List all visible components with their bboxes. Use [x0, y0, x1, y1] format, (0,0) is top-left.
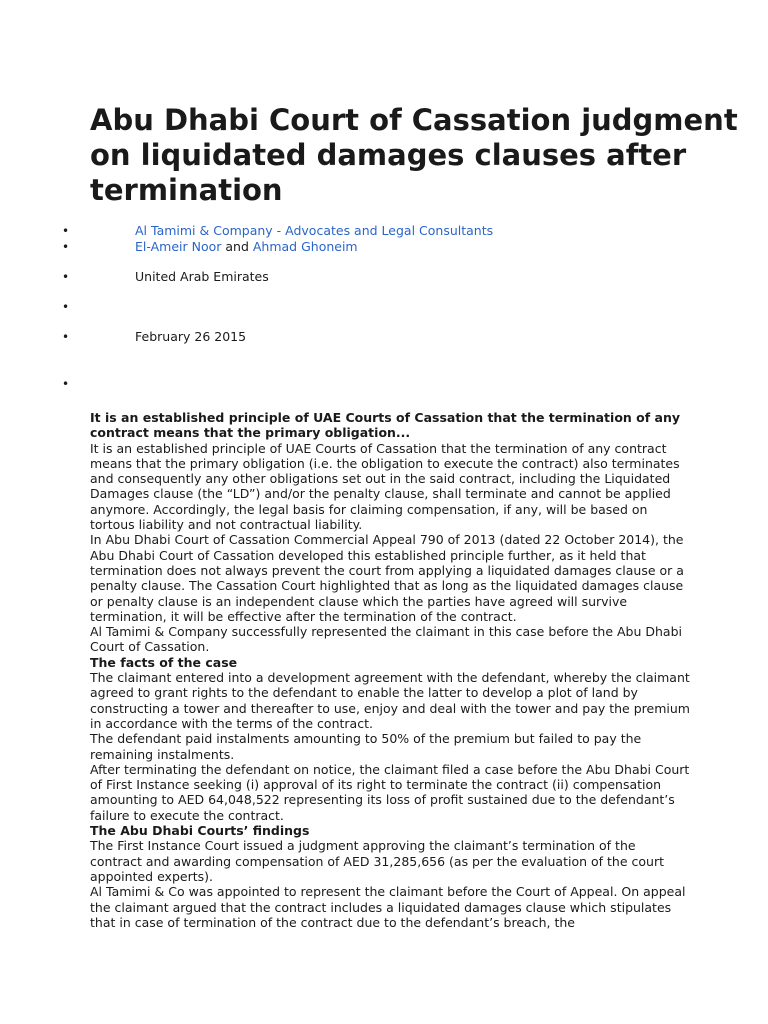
author-link-ghoneim[interactable]: Ahmad Ghoneim [252, 239, 358, 254]
body-paragraph: The claimant entered into a development agreement with the defendant, whereby the claimant agreed to grant rights to the defendant to enable the latter to develop a plot of land by constructing a tower and thereafter to use, enjoy and deal with the tower and pay the premium in accordance with the terms of the contract. [90, 670, 690, 731]
body-paragraph: In Abu Dhabi Court of Cassation Commercial Appeal 790 of 2013 (dated 22 October 2014), the Abu Dhabi Court of Cassation developed this established principle further, as it held that termination does not always prevent the court from applying a liquidated damages clause or a penalty clause. The Cassation Court highlighted that as long as the liquidated damages clause or penalty clause is an independent clause which the parties have agreed will survive termination, it will be effective after the termination of the contract. [90, 532, 684, 624]
bullet-icon: • [62, 300, 70, 314]
section-heading-facts: The facts of the case [90, 654, 238, 670]
body-paragraph: After terminating the defendant on notice, the claimant filed a case before the Abu Dhabi Court of First Instance seeking (i) approval of its right to terminate the contract (ii) compensation amounting to AED 64,048,522 representing its loss of profit sustained due to the defendant’s failure to execute the contract. [90, 761, 690, 823]
article-body [90, 410, 690, 930]
author-joiner: and [221, 239, 253, 254]
body-paragraph: The First Instance Court issued a judgment approving the claimant’s termination of the contract and awarding compensation of AED 31,285,656 (as per the evaluation of the court appointed experts). [90, 838, 664, 884]
bullet-icon: • [62, 240, 70, 254]
body-paragraph: Al Tamimi & Company successfully represented the claimant in this case before the Abu Dhabi Court of Cassation. [90, 624, 683, 655]
author-link-noor[interactable]: El-Ameir Noor [135, 239, 222, 254]
lead-paragraph: It is an established principle of UAE Courts of Cassation that the termination of any contract means that the primary obligation... [90, 410, 681, 441]
body-paragraph: Al Tamimi & Co was appointed to represent the claimant before the Court of Appeal. On appeal the claimant argued that the contract includes a liquidated damages clause which stipulates that in case of termination of the contract due to the defendant’s breach, the [90, 884, 686, 930]
bullet-icon: • [62, 224, 70, 238]
body-paragraph: It is an established principle of UAE Courts of Cassation that the termination of any contract means that the primary obligation (i.e. the obligation to execute the contract) also terminates and consequently any other obligations set out in the said contract, including the Liquidated Damages clause (the “LD”) and/or the penalty clause, shall terminate and cannot be applied anymore. Accordingly, the legal basis for claiming compensation, if any, will be based on tortous liability and not contractual liability. [90, 440, 680, 533]
country-label: United Arab Emirates [135, 269, 269, 284]
date-label: February 26 2015 [135, 329, 247, 344]
article-title: Abu Dhabi Court of Cassation judgment on liquidated damages clauses after termination [90, 103, 738, 207]
bullet-icon: • [62, 377, 70, 391]
firm-link[interactable]: Al Tamimi & Company - Advocates and Legal Consultants [135, 223, 494, 238]
bullet-icon: • [62, 330, 70, 344]
section-heading-findings: The Abu Dhabi Courts’ findings [90, 823, 310, 839]
body-paragraph: The defendant paid instalments amounting to 50% of the premium but failed to pay the remaining instalments. [90, 731, 642, 762]
bullet-icon: • [62, 270, 70, 284]
